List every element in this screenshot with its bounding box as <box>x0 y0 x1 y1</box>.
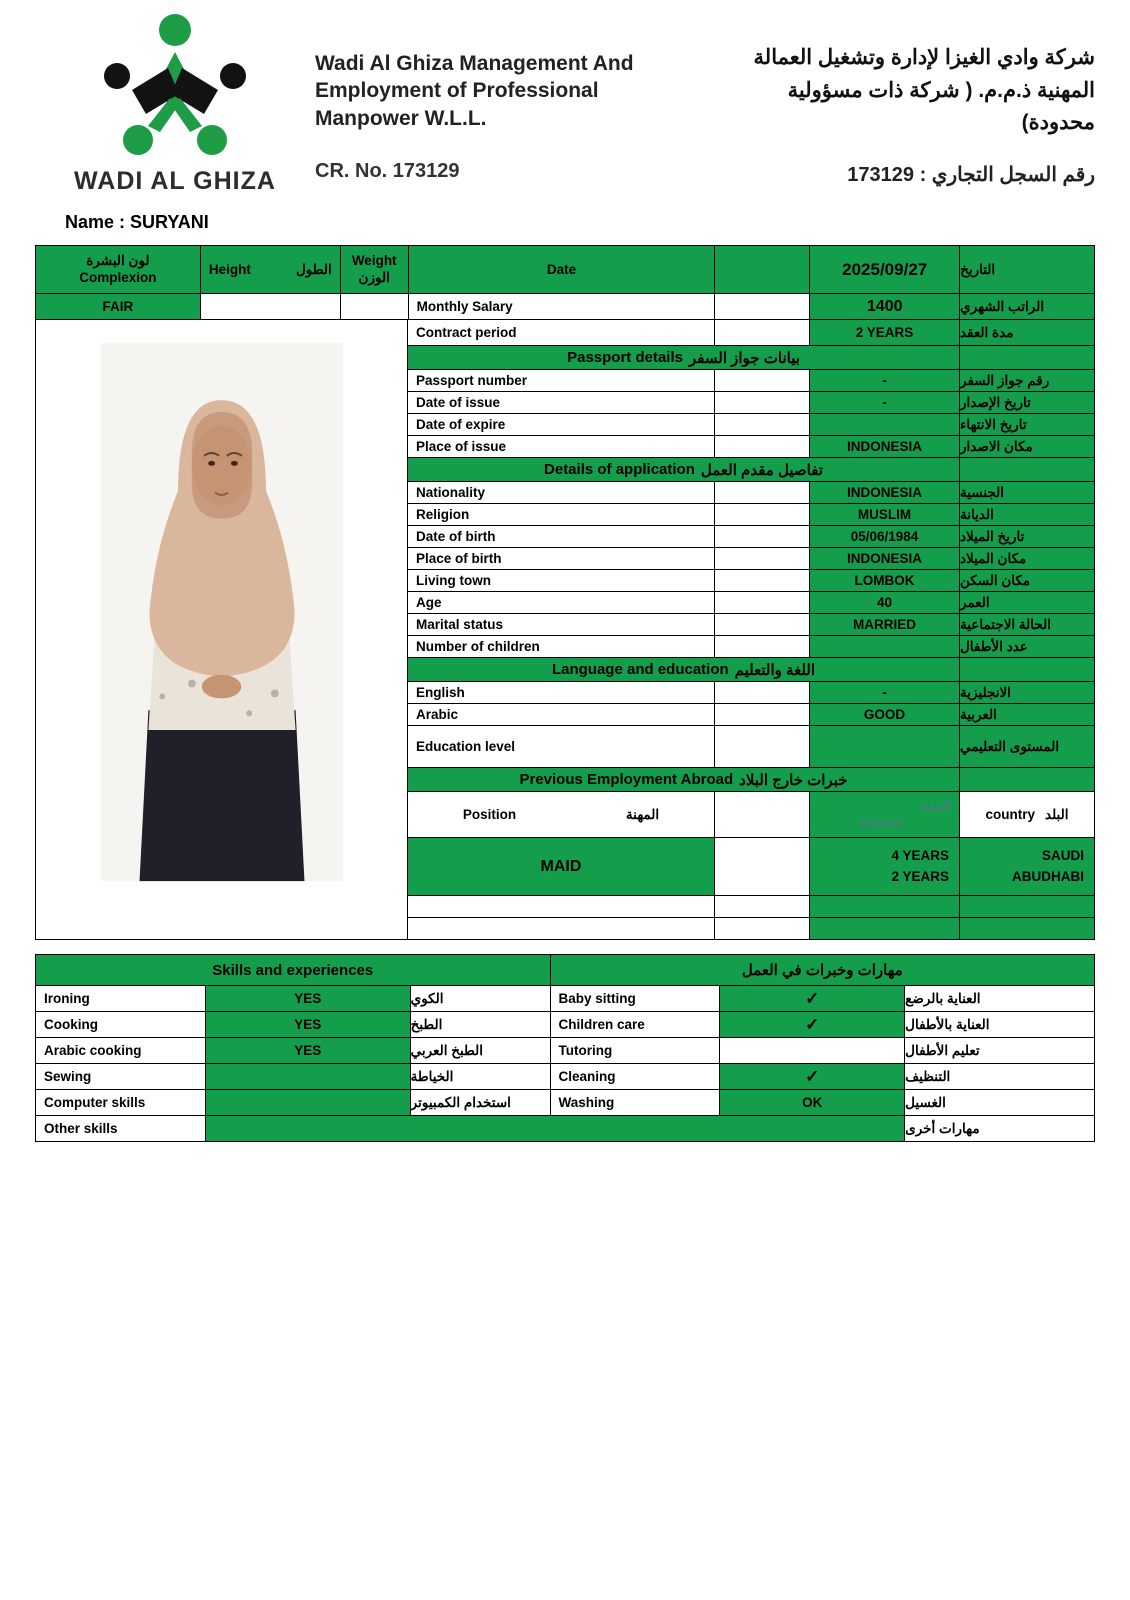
education-level-label-ar: المستوى التعليمي <box>960 726 1095 768</box>
english-value: - <box>810 682 960 704</box>
skill-childrencare-label-ar: العناية بالأطفال <box>905 1012 1095 1038</box>
skill-babysitting-label-ar: العناية بالرضع <box>905 986 1095 1012</box>
photo-cell <box>36 320 408 940</box>
religion-label: Religion <box>408 504 715 526</box>
company-logo <box>100 10 250 160</box>
applicant-photo <box>101 342 343 882</box>
empty-cell <box>715 392 810 414</box>
weight-label-en: Weight <box>351 252 397 268</box>
empty-cell <box>715 414 810 436</box>
company-name-ar-line: شركة وادي الغيزا لإدارة وتشغيل العمالة <box>753 46 1095 69</box>
period-label-en: Period <box>859 815 902 831</box>
english-label: English <box>408 682 715 704</box>
cr-number-en: CR. No. 173129 <box>315 159 460 182</box>
skill-cooking-label-ar: الطبخ <box>411 1012 551 1038</box>
logo-wordmark: WADI AL GHIZA <box>74 167 276 195</box>
age-label-ar: العمر <box>960 592 1095 614</box>
position-label-en: Position <box>462 807 517 822</box>
passport-number-value: - <box>810 370 960 392</box>
company-name-en-line: Employment of Professional <box>315 79 599 103</box>
arabic-label-ar: العربية <box>960 704 1095 726</box>
education-level-label: Education level <box>408 726 715 768</box>
section-header-language <box>408 658 960 682</box>
skill-cleaning-value: ✓ <box>720 1064 905 1090</box>
empty-cell <box>715 570 810 592</box>
height-label-ar: الطول <box>295 261 332 277</box>
employment-period-header <box>810 792 960 838</box>
empty-cell <box>715 896 810 918</box>
section-language-ar: اللغة والتعليم <box>734 661 816 679</box>
company-name-ar-line: المهنية ذ.م.م. ( شركة ذات مسؤولية <box>787 78 1095 102</box>
employment-country-header <box>960 792 1095 838</box>
date-of-issue-label: Date of issue <box>408 392 715 414</box>
skill-cooking-label: Cooking <box>36 1012 206 1038</box>
skill-ironing-value: YES <box>206 986 411 1012</box>
name-label: Name <box>65 212 115 232</box>
arabic-value: GOOD <box>810 704 960 726</box>
skill-babysitting-label: Baby sitting <box>551 986 721 1012</box>
height-value-cell <box>201 294 341 320</box>
skill-tutoring-label: Tutoring <box>551 1038 721 1064</box>
empty-cell <box>408 918 715 940</box>
skill-washing-value: OK <box>720 1090 905 1116</box>
skill-childrencare-label: Children care <box>551 1012 721 1038</box>
place-of-issue-label: Place of issue <box>408 436 715 458</box>
section-language-en: Language and education <box>551 661 729 678</box>
contract-label-cell: Contract period <box>408 320 715 346</box>
skill-washing-label: Washing <box>551 1090 721 1116</box>
empty-cell <box>960 918 1095 940</box>
empty-cell <box>810 918 960 940</box>
skill-cleaning-label-ar: التنظيف <box>905 1064 1095 1090</box>
applicant-name-line <box>65 212 1095 233</box>
company-name-en-line: Wadi Al Ghiza Management And <box>315 52 634 75</box>
skill-computer-label: Computer skills <box>36 1090 206 1116</box>
empty-cell <box>960 896 1095 918</box>
empty-cell <box>715 636 810 658</box>
english-label-ar: الانجليزية <box>960 682 1095 704</box>
salary-label-cell: Monthly Salary <box>409 294 716 320</box>
section-header-passport <box>408 346 960 370</box>
date-of-issue-value: - <box>810 392 960 414</box>
section-application-ar: تفاصيل مقدم العمل <box>700 461 823 479</box>
empty-cell <box>715 436 810 458</box>
empty-cell <box>810 896 960 918</box>
skill-other-label: Other skills <box>36 1116 206 1142</box>
skill-washing-label-ar: الغسيل <box>905 1090 1095 1116</box>
empty-cell <box>960 346 1095 370</box>
period-value-line2: 2 YEARS <box>891 868 949 884</box>
place-of-issue-label-ar: مكان الاصدار <box>960 436 1095 458</box>
skill-arabic-cooking-label-ar: الطبخ العربي <box>411 1038 551 1064</box>
section-header-application <box>408 458 960 482</box>
skill-other-label-ar: مهارات أخرى <box>905 1116 1095 1142</box>
section-header-employment <box>408 768 960 792</box>
empty-cell <box>715 592 810 614</box>
religion-label-ar: الديانة <box>960 504 1095 526</box>
logo-block <box>35 8 315 196</box>
details-column <box>408 320 1095 940</box>
main-cv-table <box>35 245 1095 940</box>
arabic-label: Arabic <box>408 704 715 726</box>
empty-cell <box>715 370 810 392</box>
employment-position-value: MAID <box>408 838 715 896</box>
section-passport-en: Passport details <box>567 349 683 366</box>
living-town-value: LOMBOK <box>810 570 960 592</box>
skills-header-en: Skills and experiences <box>36 955 551 986</box>
date-label-cell: Date <box>409 246 716 294</box>
section-employment-ar: خبرات خارج البلاد <box>739 771 848 789</box>
skill-cooking-value: YES <box>206 1012 411 1038</box>
skill-sewing-label-ar: الخياطة <box>411 1064 551 1090</box>
age-value: 40 <box>810 592 960 614</box>
date-of-expire-label-ar: تاريخ الانتهاء <box>960 414 1095 436</box>
contract-label-ar-cell: مدة العقد <box>960 320 1095 346</box>
employment-position-header <box>408 792 715 838</box>
skill-cleaning-label: Cleaning <box>551 1064 721 1090</box>
empty-cell <box>715 526 810 548</box>
nationality-value: INDONESIA <box>810 482 960 504</box>
skill-sewing-label: Sewing <box>36 1064 206 1090</box>
date-of-birth-label: Date of birth <box>408 526 715 548</box>
weight-label-ar: الوزن <box>358 269 390 285</box>
place-of-birth-value: INDONESIA <box>810 548 960 570</box>
passport-number-label: Passport number <box>408 370 715 392</box>
skill-arabic-cooking-value: YES <box>206 1038 411 1064</box>
country-label-ar: البلد <box>1045 806 1069 822</box>
skill-arabic-cooking-label: Arabic cooking <box>36 1038 206 1064</box>
empty-cell <box>715 246 810 294</box>
section-passport-ar: بيانات جواز السفر <box>689 349 800 367</box>
country-label-en: country <box>985 807 1035 822</box>
date-of-issue-label-ar: تاريخ الإصدار <box>960 392 1095 414</box>
number-of-children-label: Number of children <box>408 636 715 658</box>
date-of-expire-value <box>810 414 960 436</box>
height-header-cell <box>201 246 341 294</box>
skills-table <box>35 954 1095 1142</box>
skill-tutoring-value <box>720 1038 905 1064</box>
contract-value-cell: 2 YEARS <box>810 320 960 346</box>
passport-number-label-ar: رقم جواز السفر <box>960 370 1095 392</box>
empty-cell <box>715 320 810 346</box>
skill-sewing-value <box>206 1064 411 1090</box>
number-of-children-label-ar: عدد الأطفال <box>960 636 1095 658</box>
skill-babysitting-value: ✓ <box>720 986 905 1012</box>
cr-number-ar: رقم السجل التجاري : 173129 <box>847 163 1095 186</box>
empty-cell <box>715 504 810 526</box>
empty-cell <box>715 838 810 896</box>
number-of-children-value <box>810 636 960 658</box>
salary-value-cell: 1400 <box>810 294 960 320</box>
empty-cell <box>715 704 810 726</box>
letterhead <box>35 8 1095 196</box>
skills-header-ar: مهارات وخبرات في العمل <box>551 955 1095 986</box>
empty-cell <box>715 482 810 504</box>
period-value-line1: 4 YEARS <box>891 848 949 864</box>
complexion-value-cell: FAIR <box>36 294 201 320</box>
date-label-ar-cell: التاريخ <box>960 246 1095 294</box>
empty-cell <box>960 658 1095 682</box>
company-name-ar-block <box>685 8 1095 187</box>
place-of-issue-value: INDONESIA <box>810 436 960 458</box>
nationality-label-ar: الجنسية <box>960 482 1095 504</box>
empty-cell <box>408 896 715 918</box>
employment-period-value <box>810 838 960 896</box>
education-level-value <box>810 726 960 768</box>
empty-cell <box>715 548 810 570</box>
empty-cell <box>715 682 810 704</box>
country-value-line2: ABUDHABI <box>1012 868 1084 884</box>
complexion-label-en: Complexion <box>79 269 157 285</box>
name-value: : SURYANI <box>119 212 209 232</box>
section-employment-en: Previous Employment Abroad <box>519 771 734 788</box>
marital-status-value: MARRIED <box>810 614 960 636</box>
empty-cell <box>960 458 1095 482</box>
empty-cell <box>715 294 810 320</box>
position-label-ar: المهنة <box>625 806 660 822</box>
height-label-en: Height <box>208 262 251 277</box>
date-of-expire-label: Date of expire <box>408 414 715 436</box>
weight-header-cell <box>341 246 409 294</box>
company-name-en-line: Manpower W.L.L. <box>315 106 487 130</box>
religion-value: MUSLIM <box>810 504 960 526</box>
date-of-birth-label-ar: تاريخ الميلاد <box>960 526 1095 548</box>
complexion-header-cell <box>36 246 201 294</box>
salary-label-ar-cell: الراتب الشهري <box>960 294 1095 320</box>
weight-value-cell <box>341 294 409 320</box>
employment-country-value <box>960 838 1095 896</box>
nationality-label: Nationality <box>408 482 715 504</box>
place-of-birth-label-ar: مكان الميلاد <box>960 548 1095 570</box>
skill-computer-label-ar: استخدام الكمبيوتر <box>411 1090 551 1116</box>
skill-tutoring-label-ar: تعليم الأطفال <box>905 1038 1095 1064</box>
living-town-label-ar: مكان السكن <box>960 570 1095 592</box>
section-application-en: Details of application <box>544 461 695 478</box>
skill-computer-value <box>206 1090 411 1116</box>
marital-status-label-ar: الحالة الاجتماعية <box>960 614 1095 636</box>
empty-cell <box>715 792 810 838</box>
company-name-en-block <box>315 8 685 183</box>
living-town-label: Living town <box>408 570 715 592</box>
date-value-cell: 2025/09/27 <box>810 246 960 294</box>
marital-status-label: Marital status <box>408 614 715 636</box>
age-label: Age <box>408 592 715 614</box>
place-of-birth-label: Place of birth <box>408 548 715 570</box>
complexion-label-ar: لون البشرة <box>86 252 150 268</box>
empty-cell <box>715 614 810 636</box>
empty-cell <box>715 918 810 940</box>
period-label-ar: المدة <box>921 797 951 813</box>
empty-cell <box>960 768 1095 792</box>
skill-ironing-label-ar: الكوي <box>411 986 551 1012</box>
skill-other-value <box>206 1116 905 1142</box>
empty-cell <box>715 726 810 768</box>
country-value-line1: SAUDI <box>1041 848 1084 864</box>
skill-ironing-label: Ironing <box>36 986 206 1012</box>
company-name-ar-line: محدودة) <box>1021 111 1095 135</box>
skill-childrencare-value: ✓ <box>720 1012 905 1038</box>
date-of-birth-value: 05/06/1984 <box>810 526 960 548</box>
